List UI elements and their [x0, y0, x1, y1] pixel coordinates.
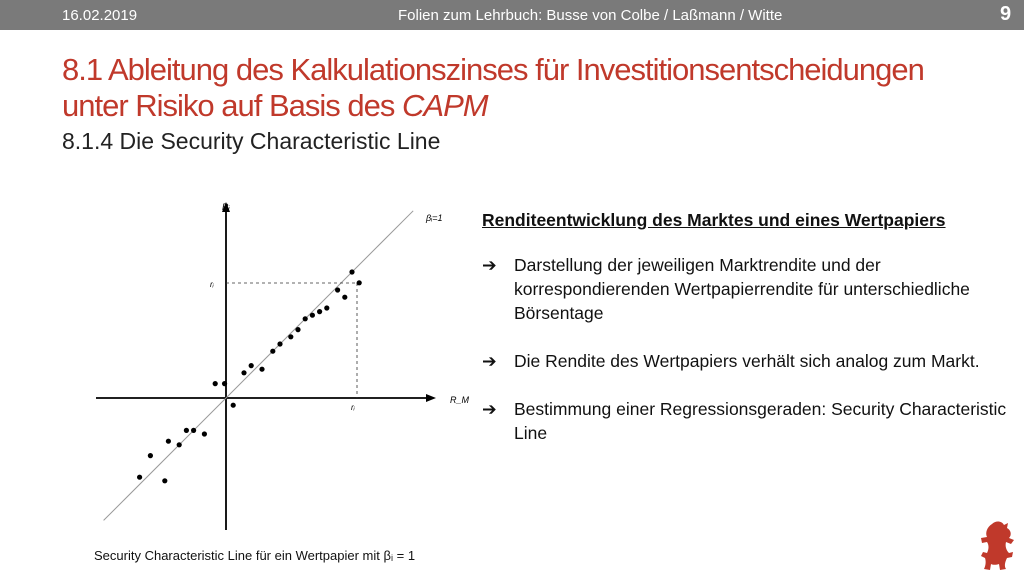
data-point — [191, 428, 196, 433]
berlin-bear-icon — [978, 518, 1018, 572]
data-point — [137, 475, 142, 480]
data-point — [288, 334, 293, 339]
arrow-right-icon: ➔ — [482, 255, 497, 275]
page-number: 9 — [1000, 3, 1012, 25]
data-point — [162, 478, 167, 483]
panel-heading: Renditeentwicklung des Marktes und eines Wertpapiers — [482, 210, 946, 230]
data-point — [342, 295, 347, 300]
data-point — [249, 363, 254, 368]
data-point — [222, 381, 227, 386]
data-point — [202, 431, 207, 436]
info-panel — [482, 210, 1012, 469]
bullet-item — [482, 397, 1012, 445]
data-point — [213, 381, 218, 386]
data-point — [166, 439, 171, 444]
data-point — [177, 442, 182, 447]
data-point — [184, 428, 189, 433]
data-point — [259, 367, 264, 372]
data-point — [303, 316, 308, 321]
bullet-text: Bestimmung einer Regressionsgeraden: Security Characteristic Line — [514, 399, 1007, 443]
data-point — [349, 269, 354, 274]
arrow-right-icon: ➔ — [482, 399, 497, 419]
ri-y-label: rᵢ — [210, 280, 214, 289]
data-point — [317, 309, 322, 314]
arrow-right-icon: ➔ — [482, 351, 497, 371]
y-axis-label: Rᵢ — [222, 202, 230, 212]
slide-title-line1: 8.1 Ableitung des Kalkulationszinses für Investitionsentscheidungen — [62, 52, 924, 87]
data-points — [137, 269, 362, 483]
data-point — [241, 370, 246, 375]
bullet-text: Darstellung der jeweiligen Marktrendite und der korrespondierenden Wertpapierrendite für unterschiedliche Börsentage — [514, 255, 970, 323]
slide-title — [62, 52, 982, 124]
slide-title-capm: CAPM — [402, 88, 488, 123]
data-point — [231, 403, 236, 408]
slide-title-line2 — [62, 88, 982, 124]
data-point — [277, 341, 282, 346]
scl-chart — [88, 190, 478, 535]
header-bar — [0, 0, 1024, 30]
data-point — [324, 305, 329, 310]
slide-date: 16.02.2019 — [62, 7, 138, 24]
bullet-item — [482, 349, 1012, 373]
chart-caption: Security Characteristic Line für ein Wertpapier mit βᵢ = 1 — [94, 548, 416, 563]
beta-line-label: βᵢ=1 — [426, 213, 443, 223]
bullet-item — [482, 253, 1012, 325]
data-point — [310, 313, 315, 318]
data-point — [270, 349, 275, 354]
slide-source: Folien zum Lehrbuch: Busse von Colbe / Laßmann / Witte — [398, 7, 783, 24]
slide-subtitle: 8.1.4 Die Security Characteristic Line — [62, 128, 441, 154]
x-axis-arrow-icon — [426, 394, 436, 402]
data-point — [148, 453, 153, 458]
data-point — [357, 280, 362, 285]
data-point — [295, 327, 300, 332]
x-axis-label: R_M — [450, 395, 470, 405]
bullet-text: Die Rendite des Wertpapiers verhält sich analog zum Markt. — [514, 351, 980, 371]
slide-title-line2-text: unter Risiko auf Basis des — [62, 88, 403, 123]
ri-x-label: rᵢ — [351, 403, 355, 412]
data-point — [335, 287, 340, 292]
regression-line — [104, 211, 414, 521]
